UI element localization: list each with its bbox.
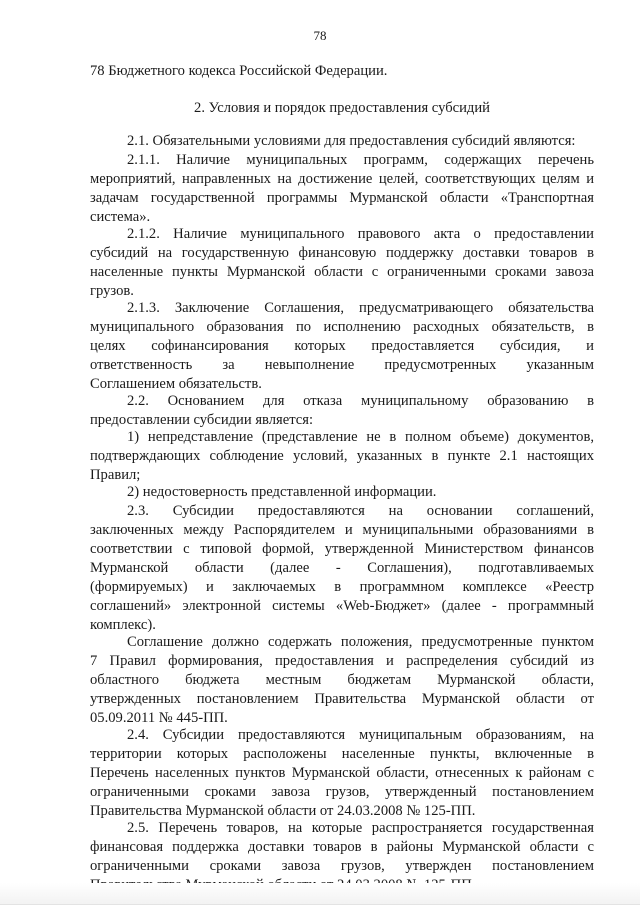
text-line: ограниченными сроками завоза грузов, утвержденный постановлением [90,784,594,800]
text-line: 2.1.3. Заключение Соглашения, предусматривающего обязательства [127,300,594,316]
text-line: финансовая поддержка доставки товаров в районы Мурманской области с [90,839,594,855]
text-line: 2) недостоверность представленной информации. [127,484,437,500]
text-line: ограниченными сроками завоза грузов, утвержден постановлением [90,858,594,874]
text-line: целях софинансирования которых предоставляется субсидия, и [90,338,594,354]
scan-bottom-edge [0,883,640,905]
text-line: территории которых расположены населенные пункты, включенные в [90,746,594,762]
text-line: 2.3. Субсидии предоставляются на основании соглашений, [127,503,594,519]
text-line: 2.1. Обязательными условиями для предоставления субсидий являются: [127,133,576,149]
text-line: подтверждающих соблюдение условий, указанных в пункте 2.1 настоящих [90,448,594,464]
text-line: утвержденных постановлением Правительства Мурманской области от [90,691,594,707]
text-line: соглашений» электронной системы «Web-Бюджет» (далее - программный [90,598,594,614]
text-line: 1) непредставление (представление не в полном объеме) документов, [127,429,594,445]
text-line: грузов. [90,283,134,299]
text-line: Мурманской области (далее - Соглашения), подготавливаемых [90,560,594,576]
text-line: областного бюджета местным бюджетам Мурманской области, [90,672,594,688]
text-line: Правительства Мурманской области от 24.03.2008 № 125-ПП. [90,803,476,819]
text-line: Соглашение должно содержать положения, предусмотренные пунктом [127,634,594,650]
text-line: населенные пункты Мурманской области с ограниченными сроками завоза [90,264,594,280]
text-line: соответствии с типовой формой, утвержденной Министерством финансов [90,541,594,557]
text-line: Правил; [90,467,141,483]
text-line: система». [90,209,151,225]
text-line: 2.5. Перечень товаров, на которые распространяется государственная [127,820,594,836]
text-line: 2.2. Основанием для отказа муниципальному образованию в [127,393,594,409]
text-line: Перечень населенных пунктов Мурманской области, отнесенных к районам с [90,765,594,781]
text-line: мероприятий, направленных на достижение целей, соответствующих целям и [90,171,594,187]
text-line: 2.1.2. Наличие муниципального правового акта о предоставлении [127,226,594,242]
text-line: 7 Правил формирования, предоставления и распределения субсидий из [90,653,594,669]
text-line: задачам государственной программы Мурманской области «Транспортная [90,190,594,206]
text-line: предоставлении субсидии является: [90,412,314,428]
text-line: субсидий на государственную финансовую поддержку доставки товаров в [90,245,594,261]
text-line: Соглашением обязательств. [90,376,262,392]
text-line: 2.4. Субсидии предоставляются муниципальным образованиям, на [127,727,594,743]
page-number: 78 [313,28,327,43]
section-heading: 2. Условия и порядок предоставления субсидий [194,100,490,116]
text-line: 05.09.2011 № 445-ПП. [90,710,228,726]
text-line: ответственность за невыполнение предусмотренных указанным [90,357,594,373]
text-line: заключенных между Распорядителем и муниципальными образованиями в [90,522,594,538]
text-line: муниципального образования по исполнению расходных обязательств, в [90,319,594,335]
text-line: 78 Бюджетного кодекса Российской Федерации. [90,63,388,79]
text-line: комплекс). [90,617,156,633]
text-line: 2.1.1. Наличие муниципальных программ, содержащих перечень [127,152,594,168]
text-line: (формируемых) и заключаемых в программном комплексе «Реестр [90,579,594,595]
